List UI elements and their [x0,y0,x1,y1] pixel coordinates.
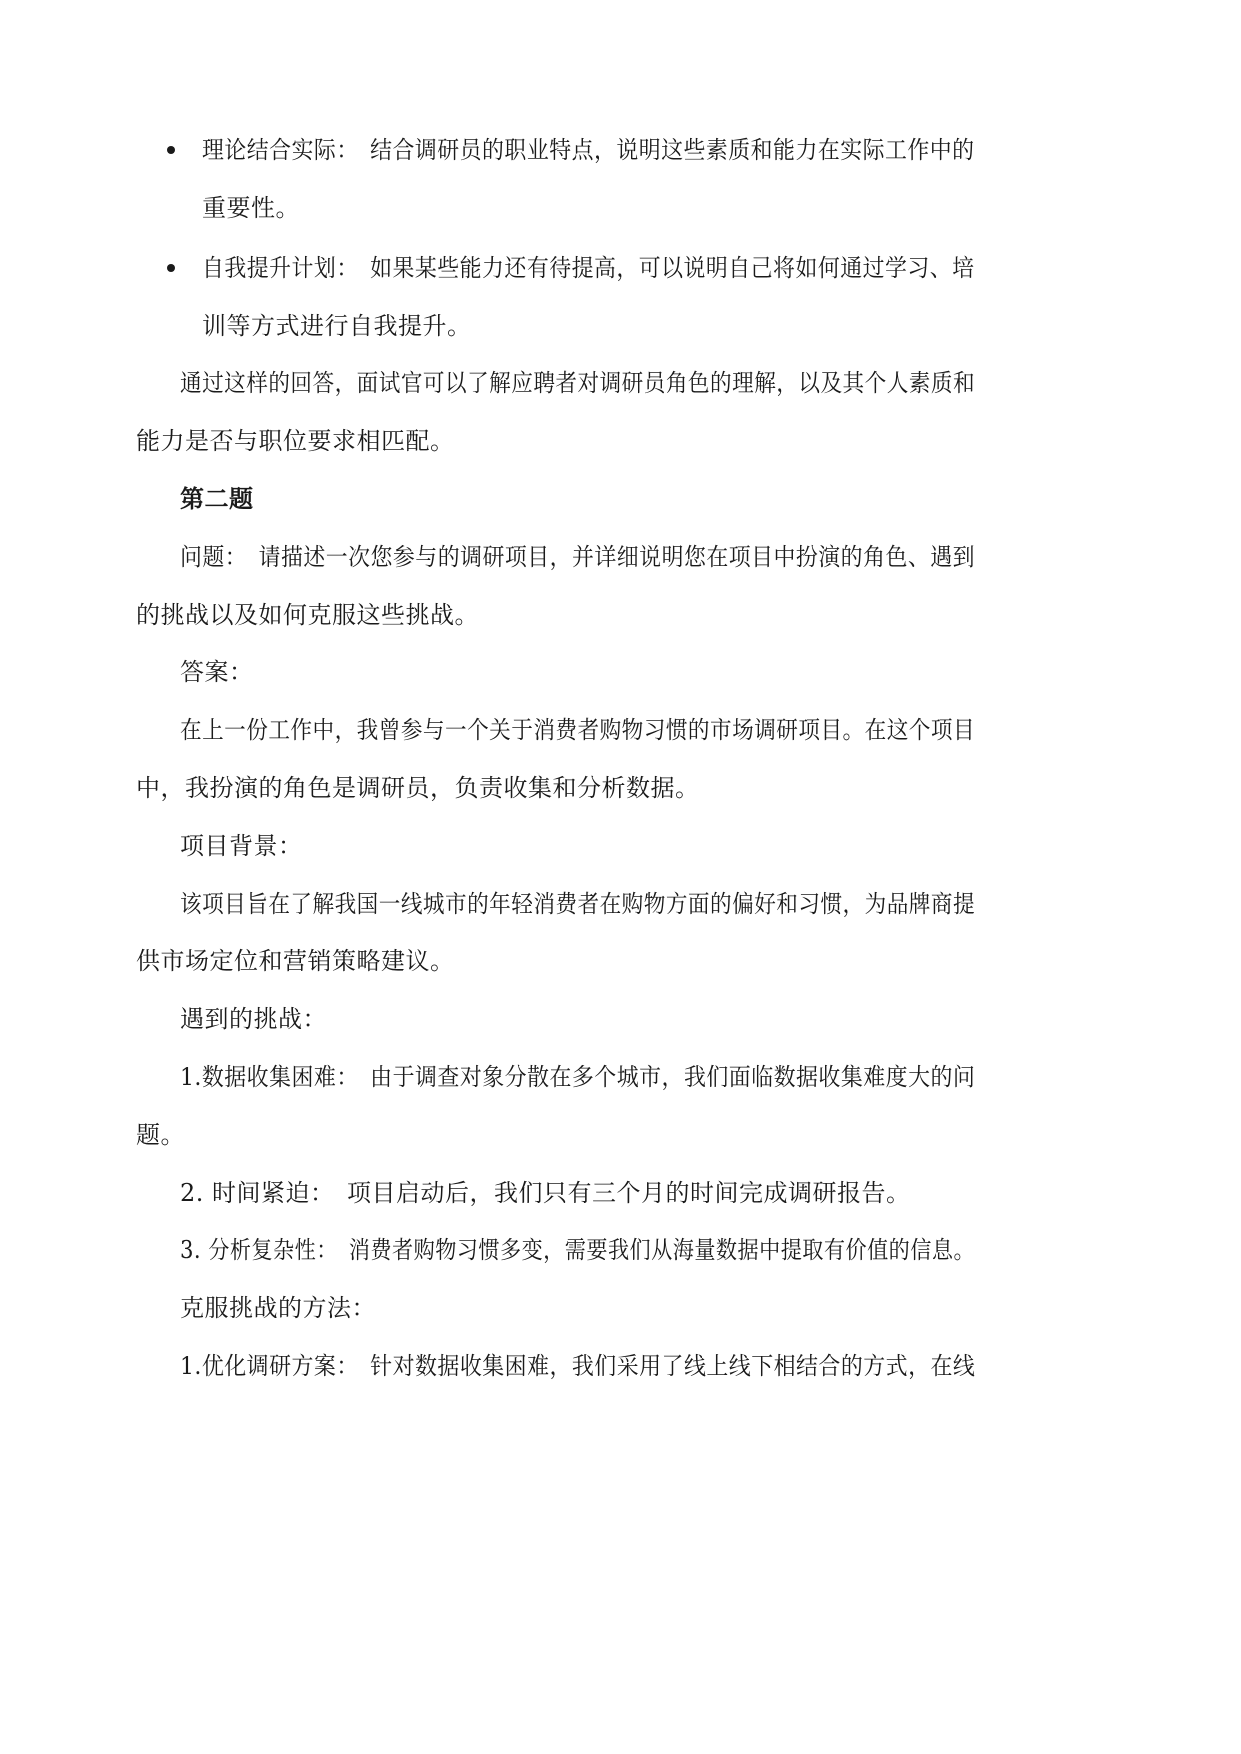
question-line-2: 的挑战以及如何克服这些挑战。 [136,601,479,629]
bullet-2-line-2: 训等方式进行自我提升。 [202,312,472,340]
summary-line-2: 能力是否与职位要求相匹配。 [136,427,455,455]
challenge-2: 2. 时间紧迫： 项目启动后，我们只有三个月的时间完成调研报告。 [180,1179,911,1207]
bullet-dot-icon [167,146,175,154]
section-heading: 第二题 [180,484,254,513]
question-line-1: 问题： 请描述一次您参与的调研项目，并详细说明您在项目中扮演的角色、遇到 [180,543,976,571]
background-label: 项目背景： [180,832,303,860]
method-1-line-1: 1.优化调研方案： 针对数据收集困难，我们采用了线上线下相结合的方式，在线 [180,1352,976,1380]
background-line-1: 该项目旨在了解我国一线城市的年轻消费者在购物方面的偏好和习惯，为品牌商提 [180,890,976,918]
challenge-3: 3. 分析复杂性： 消费者购物习惯多变，需要我们从海量数据中提取有价值的信息。 [180,1236,976,1264]
answer-label: 答案： [180,658,254,686]
bullet-2-line-1: 自我提升计划： 如果某些能力还有待提高，可以说明自己将如何通过学习、培 [202,254,975,282]
bullet-1-line-2: 重要性。 [202,194,300,222]
summary-line-1: 通过这样的回答，面试官可以了解应聘者对调研员角色的理解，以及其个人素质和 [180,369,976,397]
intro-line-1: 在上一份工作中，我曾参与一个关于消费者购物习惯的市场调研项目。在这个项目 [180,716,976,744]
challenge-1-line-2: 题。 [136,1121,185,1149]
challenge-1-line-1: 1.数据收集困难： 由于调查对象分散在多个城市，我们面临数据收集难度大的问 [180,1063,976,1091]
challenges-label: 遇到的挑战： [180,1005,327,1033]
methods-label: 克服挑战的方法： [180,1294,376,1322]
bullet-1-line-1: 理论结合实际： 结合调研员的职业特点，说明这些素质和能力在实际工作中的 [202,136,975,164]
background-line-2: 供市场定位和营销策略建议。 [136,947,455,975]
bullet-dot-icon [167,264,175,272]
intro-line-2: 中，我扮演的角色是调研员，负责收集和分析数据。 [136,774,700,802]
